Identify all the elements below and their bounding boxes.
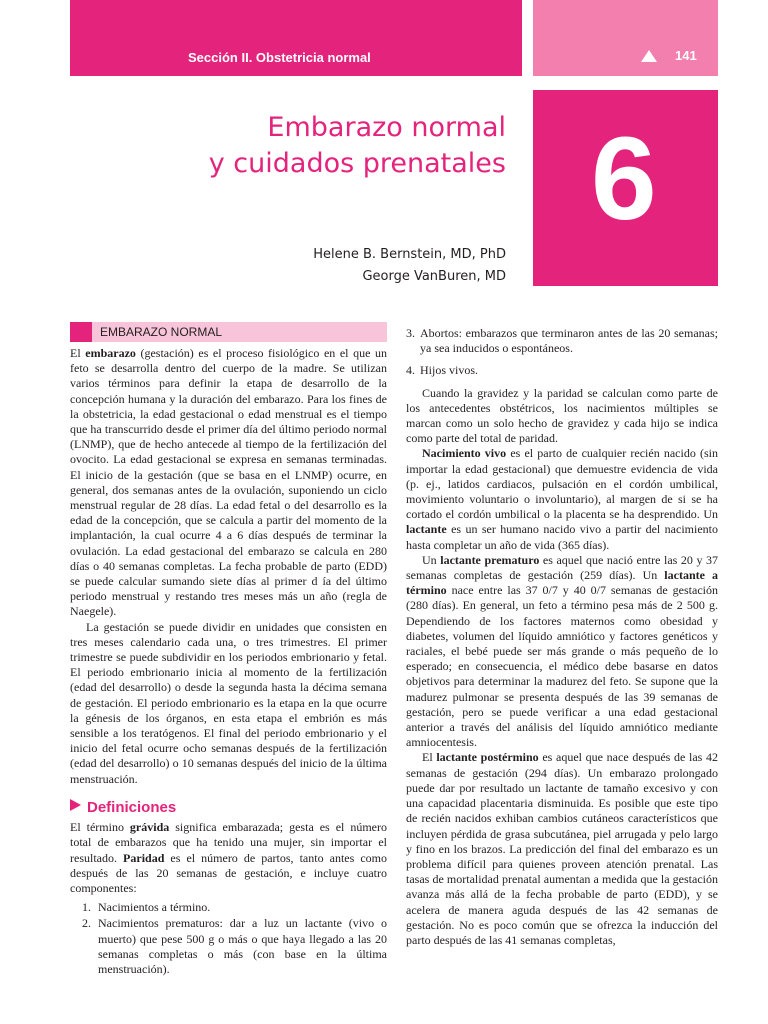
chapter-authors xyxy=(313,244,506,288)
running-header-band xyxy=(70,0,522,76)
paragraph-trimestres: La gestación se puede dividir en unidades que consisten en tres meses calendario cada una, o tres trimestres. El primer trimestre se puede subdividir en los periodos embrionario y fetal. El periodo embrionario inicia al momento de la fertilización (edad del desarrollo) o desde la segunda hasta la décima semana de gestación. El periodo embrionario es la etapa en la que ocurre la génesis de los órganos, en esta etapa el embrión es más sensible a los teratógenos. El final del periodo embrionario y el inicio del fetal ocurre ocho semanas después de la fertilización (edad del desarrollo) o 10 semanas después del inicio de la última menstruación. xyxy=(70,619,387,786)
paragraph-gravida: El término grávida significa embarazada; gesta es el número total de embarazos que ha tenido una mujer, sin importar el resultado. Paridad es el número de partos, tanto antes como después de las 20 semanas de gestación, e incluye cuatro componentes: xyxy=(70,820,387,895)
chapter-title-line-1: Embarazo normal xyxy=(267,112,506,143)
chapter-title xyxy=(209,110,506,182)
paridad-list-continued xyxy=(406,326,718,379)
paragraph-embarazo: El embarazo (gestación) es el proceso fisiológico en el que un feto se desarrolla dentro del cuerpo de la madre. Se utilizan varios términos para definir la etapa de desarrollo de la concepción humana y la duración del embarazo. Para los fines de la obstetricia, la edad gestacional o edad menstrual es el tiempo que ha transcurrido desde el primer día del último periodo normal (LNMP), que de hecho antecede al tiempo de la fertilización del ovocito. La edad gestacional se expresa en semanas terminadas. El inicio de la gestación (que se basa en el LNMP) ocurre, en general, dos semanas antes de la ovulación, suponiendo un ciclo menstrual regular de 28 días. La edad fetal o del desarrollo es la edad de la concepción, que se calcula a partir del momento de la implantación, la cual ocurre 4 a 6 días después de terminar la ovulación. La edad gestacional del embarazo se calcula en 280 días o 40 semanas completas. La fecha probable de parto (EDD) se puede calcular sumando siete días al primer d ía del último periodo menstrual y restando tres meses más un año (regla de Naegele). xyxy=(70,346,387,619)
subheading-definiciones: Definiciones xyxy=(70,799,387,815)
chapter-title-line-2: y cuidados prenatales xyxy=(208,148,506,179)
chapter-number-box xyxy=(533,90,718,286)
author-1: Helene B. Bernstein, MD, PhD xyxy=(313,247,506,262)
paragraph-nacimiento-vivo: Nacimiento vivo es el parto de cualquier recién nacido (sin importar la edad gestacional) que demuestre evidencia de vida (p. ej., latidos cardiacos, pulsación en el cordón umbilical, movimiento voluntario o involuntario), al margen de si se ha cortado el cordón umbilical o la placenta se ha desprendido. Un lactante es un ser humano nacido vivo a partir del nacimiento hasta completar un año de vida (365 días). xyxy=(406,446,718,552)
right-column xyxy=(406,322,718,948)
list-item: 2. Nacimientos prematuros: dar a luz un lactante (vivo o muerto) que pese 500 g o más o que haya llegado a las 20 semanas completas o más (con base en la última menstruación). xyxy=(82,916,387,976)
list-item: 4. Hijos vivos. xyxy=(406,363,479,378)
up-triangle-icon xyxy=(641,50,657,62)
section-heading-bar xyxy=(70,322,387,342)
page-number: 141 xyxy=(675,48,697,63)
list-item: 1. Nacimientos a término. xyxy=(82,900,211,915)
paridad-list xyxy=(70,900,387,977)
list-item: 3. Abortos: embarazos que terminaron antes de las 20 semanas; ya sea inducidos o espontáneos. xyxy=(406,326,718,356)
triangle-bullet-icon xyxy=(70,799,81,811)
paragraph-lactante-postermino: El lactante postérmino es aquel que nace después de las 42 semanas de gestación (294 días). Un embarazo prolongado puede dar por resultado un lactante de tamaño excesivo y con una capacidad placentaria disminuida. Es posible que este tipo de recién nacidos exhiban cambios cutáneos característicos que incluyen pérdida de grasa subcutánea, piel arrugada y pelo largo y fino en los brazos. La predicción del final del embarazo es un problema difícil para quienes proveen atención prenatal. Las tasas de mortalidad prenatal aumentan a medida que la gestación avanza más allá de la fecha probable de parto (EDD), y se acelera de manera aguda después de las 42 semanas de gestación. No es poco común que se ofrezca la inducción del parto después de las 41 semanas completas, xyxy=(406,750,718,947)
paragraph-gravidez: Cuando la gravidez y la paridad se calculan como parte de los antecedentes obstétricos, los nacimientos múltiples se marcan como un solo hecho de gravidez y cada hijo se indica como parte del total de paridad. xyxy=(406,385,718,446)
paragraph-lactante-prematuro: Un lactante prematuro es aquel que nació entre las 20 y 37 semanas completas de gestación (259 días). Un lactante a término nace entre las 37 0/7 y 40 0/7 semanas de gestación (280 días). En general, un feto a término pesa más de 2 500 g. Dependiendo de los factores maternos como obesidad y diabetes, volumen del líquido amniótico y factores genéticos y raciales, el bebé puede ser más grande o más pequeño de lo esperado; en consecuencia, el médico debe basarse en datos objetivos para determinar la madurez del feto. Se supone que la madurez pulmonar se presenta después de las 39 semanas de gestación, pero se puede verificar a una edad gestacional anterior a través del análisis del líquido amniótico mediante amniocentesis. xyxy=(406,552,719,750)
page-number-band xyxy=(533,0,718,76)
chapter-number: 6 xyxy=(591,113,657,245)
author-2: George VanBuren, MD xyxy=(362,269,506,284)
section-heading-marker xyxy=(70,322,92,342)
section-heading: EMBARAZO NORMAL xyxy=(100,325,223,339)
running-header-section: Sección II. Obstetricia normal xyxy=(188,50,371,65)
left-column xyxy=(70,322,387,978)
